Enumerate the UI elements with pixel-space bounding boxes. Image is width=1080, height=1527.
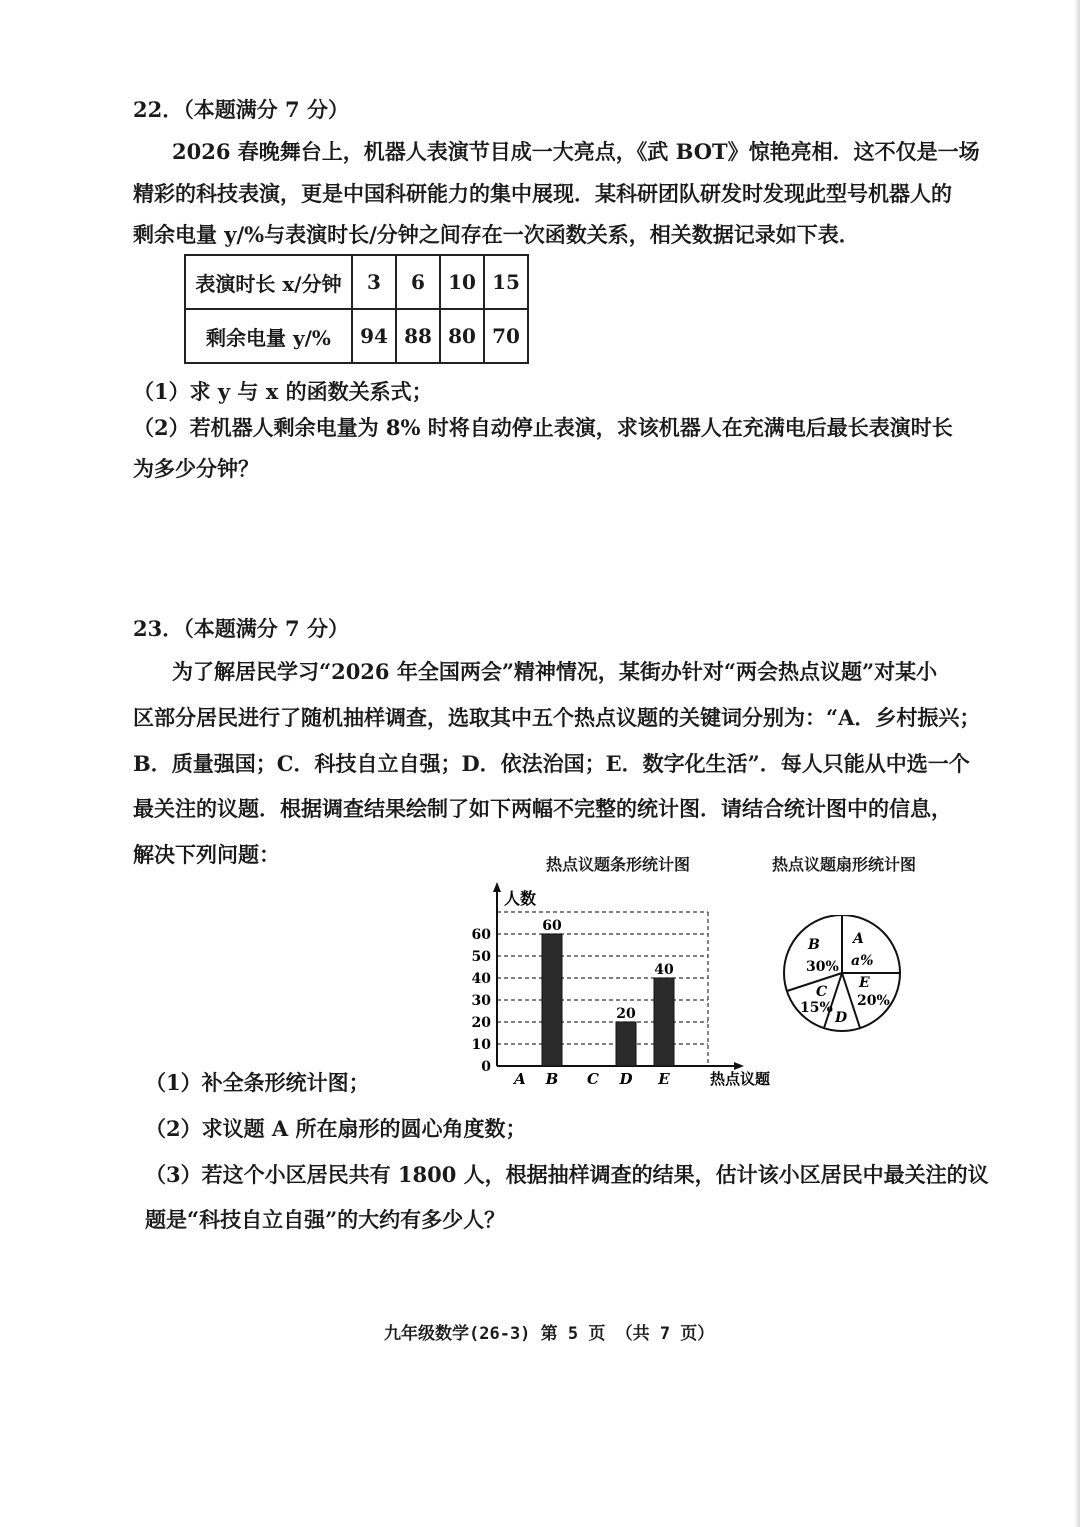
pie-label-c: C <box>816 984 828 1000</box>
bar-value-label: 60 <box>542 918 562 934</box>
q23-sub3-line2: 题是“科技自立自强”的大约有多少人？ <box>145 1207 506 1232</box>
q23-para-line4: 最关注的议题．根据调查结果绘制了如下两幅不完整的统计图．请结合统计图中的信息， <box>133 796 952 821</box>
q23-sub3-line1: （3）若这个小区居民共有 1800 人，根据抽样调查的结果，估计该小区居民中最关注的议 <box>145 1162 989 1187</box>
x-category-label: D <box>619 1070 633 1088</box>
table-cell: 70 <box>484 309 528 363</box>
y-tick-label: 0 <box>481 1059 491 1075</box>
y-tick-label: 60 <box>471 927 491 943</box>
table-header-x: 表演时长 x/分钟 <box>185 255 352 309</box>
pie-label-e: E <box>859 975 870 991</box>
table-cell: 80 <box>440 309 484 363</box>
y-axis-arrow-icon <box>493 882 501 892</box>
q23-para-line2: 区部分居民进行了随机抽样调查，选取其中五个热点议题的关键词分别为：“A．乡村振兴； <box>133 705 981 730</box>
scan-edge <box>1074 0 1080 1527</box>
pie-label-b: B <box>808 937 820 953</box>
pie-chart <box>780 915 910 1035</box>
q23-sub1: （1）补全条形统计图； <box>145 1070 370 1095</box>
y-tick-label: 40 <box>471 971 491 987</box>
q23-header: 23．（本题满分 7 分） <box>133 616 349 641</box>
pie-value-c: 15% <box>800 1000 833 1016</box>
pie-value-b: 30% <box>806 959 839 975</box>
q23-sub2: （2）求议题 A 所在扇形的圆心角度数； <box>145 1116 527 1141</box>
q23-para-line3: B．质量强国；C．科技自立自强；D．依法治国；E．数字化生活”．每人只能从中选一个 <box>133 751 970 776</box>
page-footer: 九年级数学(26-3) 第 5 页 （共 7 页） <box>384 1324 715 1344</box>
y-tick-label: 50 <box>471 949 491 965</box>
x-category-labels <box>512 1070 670 1088</box>
pie-label-d: D <box>835 1010 848 1026</box>
table-row <box>185 309 528 363</box>
bar-marks <box>542 918 674 1066</box>
x-category-label: C <box>587 1070 599 1088</box>
q23-para-line5: 解决下列问题： <box>133 842 280 867</box>
y-tick-labels <box>472 927 492 1075</box>
q23-para-line1: 为了解居民学习“2026 年全国两会”精神情况，某街办针对“两会热点议题”对某小 <box>172 659 938 684</box>
y-tick-label: 30 <box>471 993 491 1009</box>
table-cell: 3 <box>352 255 396 309</box>
bar-chart-title: 热点议题条形统计图 <box>546 855 691 874</box>
x-category-label: E <box>658 1070 670 1088</box>
q22-data-table <box>184 254 529 364</box>
y-tick-label: 20 <box>471 1015 491 1031</box>
x-category-label: B <box>545 1070 559 1088</box>
q22-sub1: （1）求 y 与 x 的函数关系式； <box>133 379 433 404</box>
bar-value-label: 40 <box>654 962 674 978</box>
x-axis-arrow-icon <box>734 1062 744 1070</box>
table-row <box>185 255 528 309</box>
q22-para-line2: 精彩的科技表演，更是中国科研能力的集中展现．某科研团队研发时发现此型号机器人的 <box>133 181 952 206</box>
pie-label-a: A <box>853 931 864 947</box>
y-tick-label: 10 <box>471 1037 491 1053</box>
bar-b <box>542 934 562 1066</box>
bar-chart <box>460 880 780 1090</box>
bar-value-label: 20 <box>616 1006 636 1022</box>
q22-header: 22．（本题满分 7 分） <box>133 97 349 122</box>
y-axis-label: 人数 <box>504 889 537 908</box>
pie-chart-title: 热点议题扇形统计图 <box>772 855 917 874</box>
q22-sub2-line1: （2）若机器人剩余电量为 8% 时将自动停止表演，求该机器人在充满电后最长表演时长 <box>133 415 953 440</box>
q22-sub2-line2: 为多少分钟？ <box>133 456 259 481</box>
pie-value-e: 20% <box>857 993 890 1009</box>
q22-para-line3: 剩余电量 y/%与表演时长/分钟之间存在一次函数关系，相关数据记录如下表． <box>133 222 860 247</box>
bar-grid <box>497 912 708 1066</box>
bar-d <box>616 1022 636 1066</box>
table-cell: 15 <box>484 255 528 309</box>
table-cell: 10 <box>440 255 484 309</box>
table-cell: 94 <box>352 309 396 363</box>
bar-e <box>654 978 674 1066</box>
table-cell: 6 <box>396 255 440 309</box>
q22-para-line1: 2026 春晚舞台上，机器人表演节目成一大亮点，《武 BOT》惊艳亮相．这不仅是一场 <box>172 139 980 164</box>
table-cell: 88 <box>396 309 440 363</box>
pie-value-a: a% <box>851 953 874 969</box>
x-axis-label: 热点议题 <box>710 1070 771 1088</box>
table-header-y: 剩余电量 y/% <box>185 309 352 363</box>
x-category-label: A <box>514 1070 526 1088</box>
